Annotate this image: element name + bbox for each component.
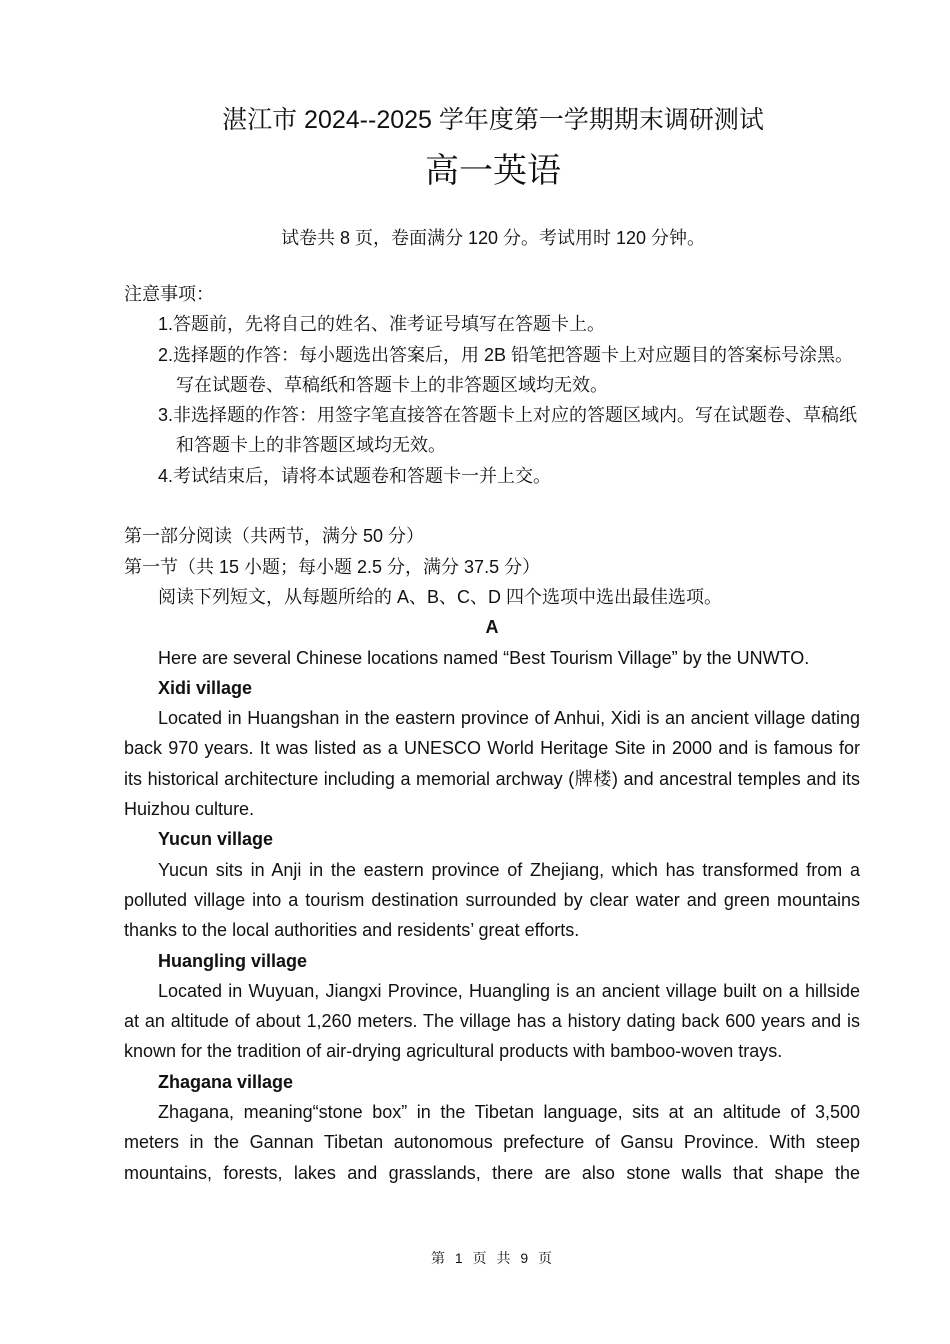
note-item: 4.考试结束后，请将本试题卷和答题卡一并上交。 — [158, 465, 552, 486]
passage-intro: Here are several Chinese locations named “Best Tourism Village” by the UNWTO. — [158, 647, 810, 668]
village-heading: Huangling village — [158, 950, 308, 971]
notes-heading: 注意事项： — [124, 284, 214, 304]
instruction: 阅读下列短文，从每题所给的 A、B、C、D 四个选项中选出最佳选项。 — [158, 586, 723, 607]
exam-info: 试卷共 8 页，卷面满分 120 分。考试用时 120 分钟。 — [280, 228, 706, 248]
note-item: 1.答题前，先将自己的姓名、准考证号填写在答题卡上。 — [158, 314, 606, 335]
village-text: Yucun sits in Anji in the eastern province of Zhejiang, which has transformed from a polluted village into a tourism destination surrounded by clear water and green mountains thanks to the local authorities and residents’ great efforts. — [124, 859, 860, 941]
village-text: Located in Wuyuan, Jiangxi Province, Huangling is an ancient village built on a hillside at an altitude of about 1,260 meters. The village has a history dating back 600 years and is known for the tradition of air-drying agricultural products with bamboo-woven trays. — [124, 980, 860, 1062]
village-heading: Zhagana village — [158, 1071, 294, 1092]
village-heading: Xidi village — [158, 677, 253, 698]
passage-label: A — [485, 617, 499, 638]
exam-subject: 高一英语 — [425, 152, 561, 190]
document-body — [124, 279, 860, 1188]
part-heading: 第一部分阅读（共两节，满分 50 分） — [124, 526, 425, 547]
note-item: 2.选择题的作答：每小题选出答案后，用 2B 铅笔把答题卡上对应题目的答案标号涂黑。写在试题卷、草稿纸和答题卡上的非答题区域均无效。 — [158, 344, 854, 395]
section-heading: 第一节（共 15 小题；每小题 2.5 分，满分 37.5 分） — [124, 556, 541, 577]
village-text: Located in Huangshan in the eastern province of Anhui, Xidi is an ancient village dating back 970 years. It was listed as a UNESCO World Heritage Site in 2000 and is famous for its historical architecture including a memorial archway (牌楼) and ancestral temples and its Huizhou culture. — [124, 708, 860, 820]
village-text: Zhagana, meaning“stone box” in the Tibetan language, sits at an altitude of 3,500 meters in the Gannan Tibetan autonomous prefecture of Gansu Province. With steep mountains, forests, lakes and grasslands, there are also stone walls that shape the — [124, 1102, 860, 1183]
exam-title: 湛江市 2024--2025 学年度第一学期期末调研测试 — [222, 106, 764, 134]
village-heading: Yucun village — [158, 829, 274, 850]
page-number: 第 1 页 共 9 页 — [430, 1250, 556, 1266]
note-item: 3.非选择题的作答：用签字笔直接答在答题卡上对应的答题区域内。写在试题卷、草稿纸和答题卡上的非答题区域均无效。 — [158, 405, 858, 456]
